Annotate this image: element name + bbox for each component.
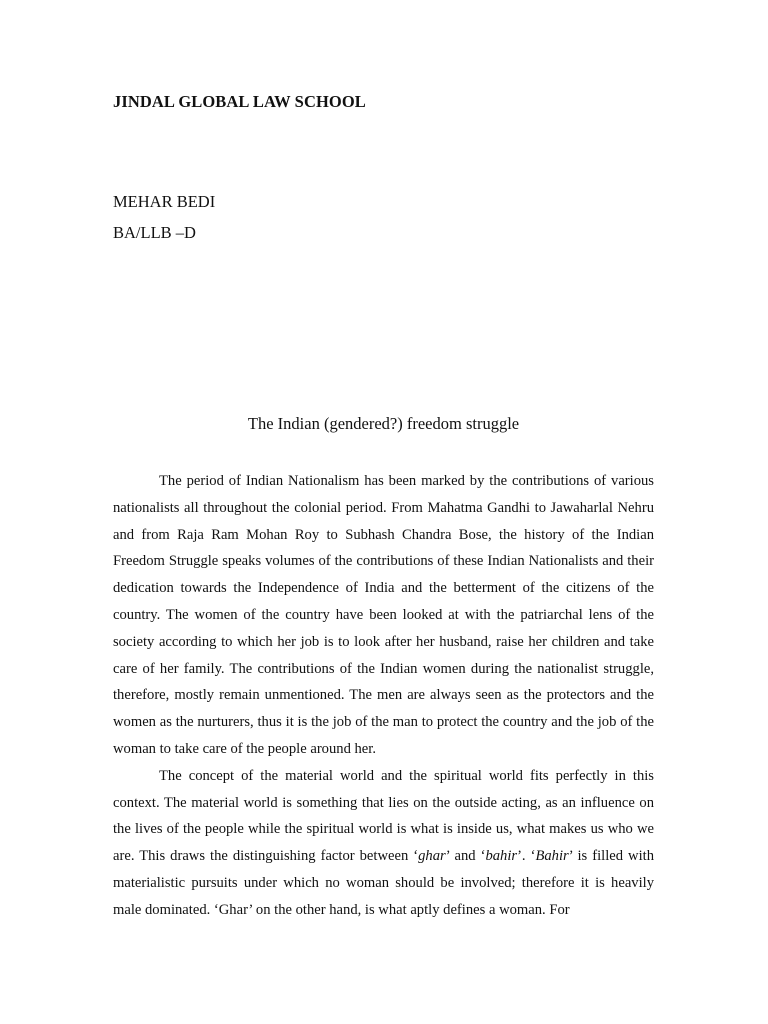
paragraph-2-text: ’ is filled with materialistic pursuits under which no woman should be involved; therefore it is heavily male dominated. ‘Ghar’ on the other hand, is what aptly defines a woman. For [113,848,654,918]
paragraph-2-text: ’ and ‘ [445,848,486,865]
author-block [113,186,215,248]
paragraph-1: The period of Indian Nationalism has been marked by the contributions of various nationalists all throughout the colonial period. From Mahatma Gandhi to Jawaharlal Nehru and from Raja Ram Mohan Roy to Subhash Chandra Bose, the history of the Indian Freedom Struggle speaks volumes of the contributions of these Indian Nationalists and their dedication towards the Independence of India and the betterment of the citizens of the country. The women of the country have been looked at with the patriarchal lens of the society according to which her job is to look after her husband, raise her children and take care of her family. The contributions of the Indian women during the nationalist struggle, therefore, mostly remain unmentioned. The men are always seen as the protectors and the women as the nurturers, thus it is the job of the man to protect the country and the job of the woman to take care of the people around her. [113,473,654,757]
essay-title: The Indian (gendered?) freedom struggle [247,414,520,433]
school-name: JINDAL GLOBAL LAW SCHOOL [113,92,366,111]
term-bahir: Bahir [535,848,569,865]
paragraph-2-text: ’. ‘ [517,848,536,865]
author-name: MEHAR BEDI [113,192,216,211]
term-ghar: ghar [418,848,446,865]
author-class: BA/LLB –D [113,223,196,242]
paragraph-2-text: The concept of the material world and the spiritual world fits perfectly in this context. The material world is something that lies on the outside acting, as an influence on the lives of the people while the spiritual world is what is inside us, what makes us who we are. This draws the distinguishing factor between ‘ [113,767,654,865]
paragraph-2 [113,763,654,924]
term-bahir: bahir [485,848,518,865]
essay-body [113,468,654,924]
